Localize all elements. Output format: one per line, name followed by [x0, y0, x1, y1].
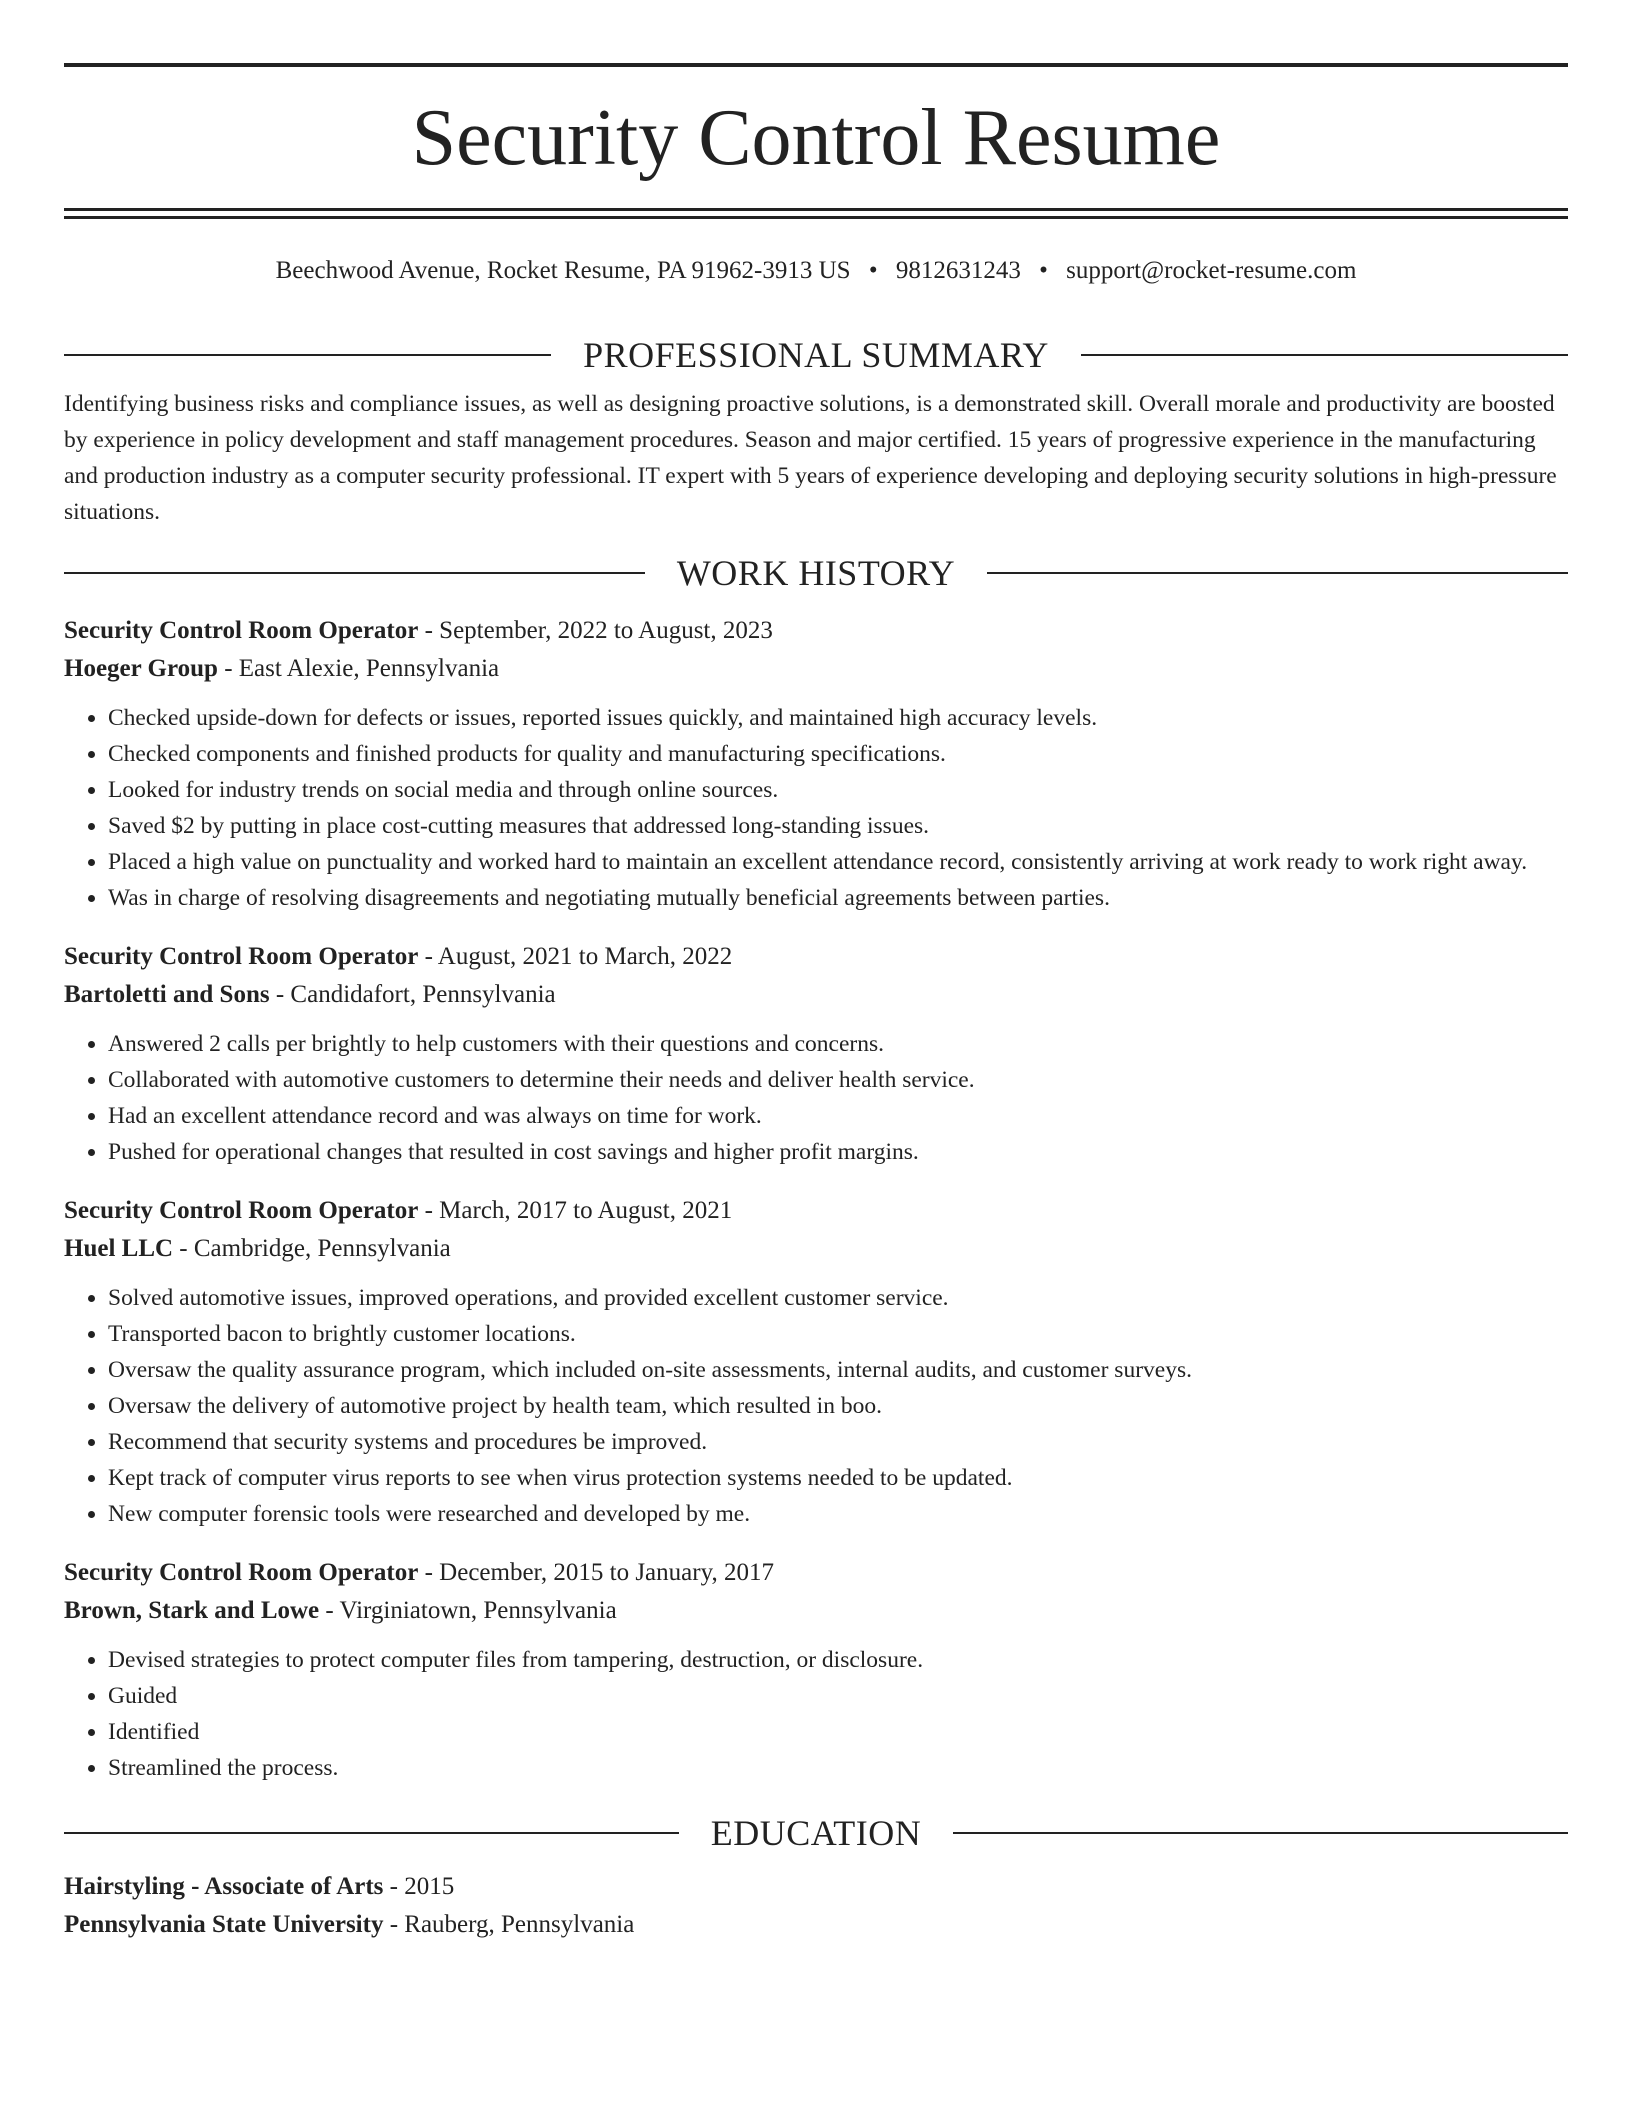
job-entry: [64, 1192, 1568, 1532]
education-school-line: [64, 1906, 1568, 1944]
job-bullets: [64, 700, 1568, 916]
job-company: Bartoletti and Sons: [64, 981, 270, 1008]
bullet-item: • Answered 2 calls per brightly to help customers with their questions and concerns.: [108, 1026, 1568, 1062]
contact-phone: 9812631243: [895, 257, 1021, 284]
contact-separator: •: [868, 257, 878, 284]
bullet-item: • Devised strategies to protect computer files from tampering, destruction, or disclosure.: [108, 1642, 1568, 1678]
education-entry: [64, 1868, 1568, 1944]
bullet-item: • New computer forensic tools were researched and developed by me.: [108, 1496, 1568, 1532]
contact-address: Beechwood Avenue, Rocket Resume, PA 91962-3913 US: [275, 257, 851, 284]
education-degree: Hairstyling - Associate of Arts: [64, 1873, 384, 1900]
bullet-item: • Oversaw the delivery of automotive project by health team, which resulted in boo.: [108, 1388, 1568, 1424]
bullet-item: • Identified: [108, 1714, 1568, 1750]
bullet-item: • Streamlined the process.: [108, 1750, 1568, 1786]
section-heading-work: [64, 548, 1568, 598]
bullet-item: • Oversaw the quality assurance program, which included on-site assessments, internal audits, and customer surveys.: [108, 1352, 1568, 1388]
education-school: Pennsylvania State University: [64, 1911, 384, 1938]
section-heading-education: [64, 1808, 1568, 1858]
job-company-line: [64, 650, 1568, 688]
job-company: Huel LLC: [64, 1235, 174, 1262]
bullet-item: • Looked for industry trends on social media and through online sources.: [108, 772, 1568, 808]
bullet-item: • Placed a high value on punctuality and worked hard to maintain an excellent attendance record, consistently arriving at work ready to work right away.: [108, 844, 1568, 880]
job-title: Security Control Room Operator: [64, 617, 419, 644]
job-location: - East Alexie, Pennsylvania: [217, 655, 500, 682]
job-entry: [64, 612, 1568, 916]
section-title: PROFESSIONAL SUMMARY: [583, 335, 1049, 375]
section-title: EDUCATION: [710, 1813, 922, 1853]
job-dates: - August, 2021 to March, 2022: [418, 943, 733, 970]
job-company: Hoeger Group: [64, 655, 218, 682]
bullet-item: • Checked components and finished products for quality and manufacturing specifications.: [108, 736, 1568, 772]
bullet-item: • Transported bacon to brightly customer locations.: [108, 1316, 1568, 1352]
section-heading-summary: [64, 330, 1568, 380]
job-bullets: [64, 1026, 1568, 1170]
heading-rule: [1081, 354, 1568, 356]
education-degree-line: [64, 1868, 1568, 1906]
contact-email: support@rocket-resume.com: [1066, 257, 1357, 284]
bullet-item: • Pushed for operational changes that resulted in cost savings and higher profit margins.: [108, 1134, 1568, 1170]
title-rule-upper: [64, 208, 1568, 211]
job-company: Brown, Stark and Lowe: [64, 1597, 320, 1624]
bullet-item: • Collaborated with automotive customers to determine their needs and deliver health service.: [108, 1062, 1568, 1098]
bullet-item: • Had an excellent attendance record and was always on time for work.: [108, 1098, 1568, 1134]
summary-text: Identifying business risks and compliance issues, as well as designing proactive solutions, is a demonstrated skill. Overall morale and productivity are boosted by experience in policy development and staff management procedures. Season and major certified. 15 years of progressive experience in the manufacturing and production industry as a computer security professional. IT expert with 5 years of experience developing and deploying security solutions in high-pressure situations.: [64, 391, 1557, 525]
job-dates: - December, 2015 to January, 2017: [418, 1559, 774, 1586]
job-title: Security Control Room Operator: [64, 1559, 419, 1586]
job-title: Security Control Room Operator: [64, 943, 419, 970]
job-location: - Virginiatown, Pennsylvania: [319, 1597, 617, 1624]
job-bullets: [64, 1642, 1568, 1786]
job-location: - Candidafort, Pennsylvania: [269, 981, 556, 1008]
bullet-item: • Kept track of computer virus reports to see when virus protection systems needed to be updated.: [108, 1460, 1568, 1496]
title-rule-lower: [64, 216, 1568, 219]
job-title-line: [64, 1554, 1568, 1592]
job-bullets: [64, 1280, 1568, 1532]
contact-line: [64, 254, 1568, 288]
heading-rule: [987, 572, 1568, 574]
heading-rule: [64, 1832, 679, 1834]
job-company-line: [64, 1592, 1568, 1630]
job-location: - Cambridge, Pennsylvania: [173, 1235, 451, 1262]
top-rule: [64, 63, 1568, 67]
job-dates: - March, 2017 to August, 2021: [418, 1197, 733, 1224]
bullet-item: • Checked upside-down for defects or issues, reported issues quickly, and maintained high accuracy levels.: [108, 700, 1568, 736]
job-company-line: [64, 1230, 1568, 1268]
heading-rule: [64, 572, 645, 574]
job-entry: [64, 938, 1568, 1170]
bullet-item: • Saved $2 by putting in place cost-cutting measures that addressed long-standing issues.: [108, 808, 1568, 844]
job-title-line: [64, 1192, 1568, 1230]
job-title-line: [64, 938, 1568, 976]
job-company-line: [64, 976, 1568, 1014]
bullet-item: • Guided: [108, 1678, 1568, 1714]
heading-rule: [953, 1832, 1568, 1834]
page-title: Security Control Resume: [411, 94, 1221, 182]
resume-content: [64, 330, 1568, 1944]
bullet-item: • Recommend that security systems and procedures be improved.: [108, 1424, 1568, 1460]
education-year: - 2015: [383, 1873, 455, 1900]
bullet-item: • Solved automotive issues, improved operations, and provided excellent customer service.: [108, 1280, 1568, 1316]
education-location: - Rauberg, Pennsylvania: [383, 1911, 635, 1938]
section-title: WORK HISTORY: [676, 553, 956, 593]
job-dates: - September, 2022 to August, 2023: [418, 617, 773, 644]
job-title-line: [64, 612, 1568, 650]
bullet-item: • Was in charge of resolving disagreements and negotiating mutually beneficial agreements between parties.: [108, 880, 1568, 916]
contact-separator: •: [1039, 257, 1048, 284]
heading-rule: [64, 354, 551, 356]
job-entry: [64, 1554, 1568, 1786]
job-title: Security Control Room Operator: [64, 1197, 419, 1224]
